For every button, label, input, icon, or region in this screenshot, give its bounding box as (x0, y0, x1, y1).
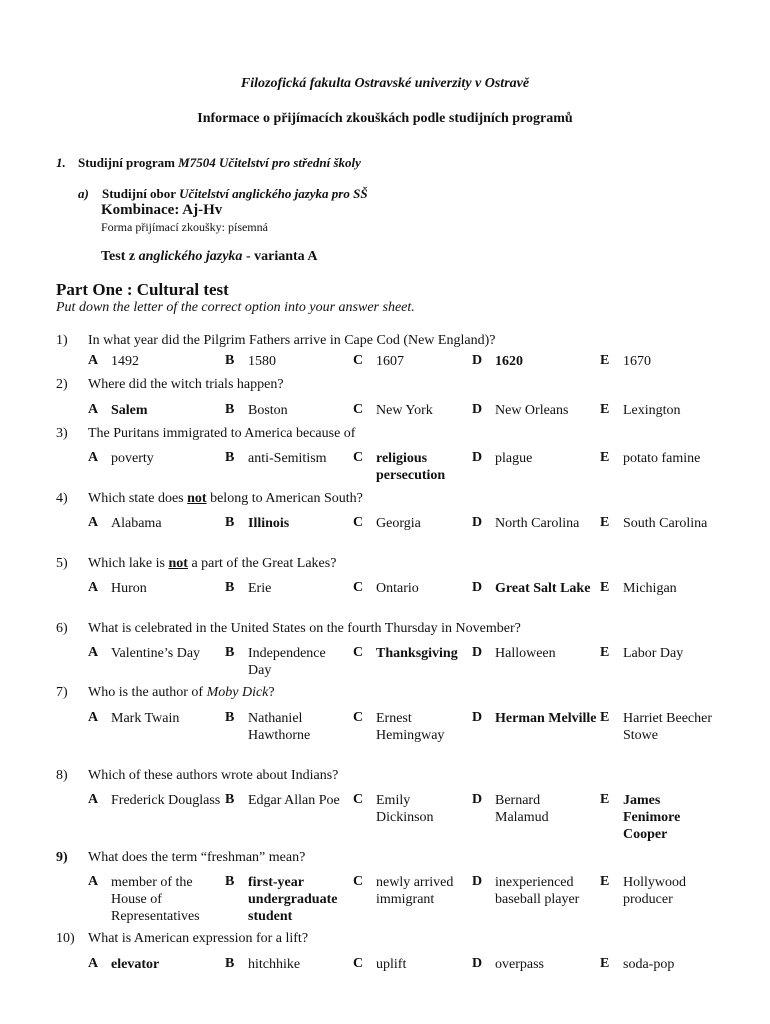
option-text: Lexington (623, 403, 681, 418)
option-letter: D (472, 515, 483, 530)
option-letter: A (88, 515, 99, 530)
option-letter: B (225, 874, 235, 889)
option-text: Salem (111, 403, 148, 418)
option-text: 1492 (111, 354, 139, 369)
question-text (88, 768, 338, 784)
option-text: religious persecution (376, 451, 446, 483)
question-number: 6) (56, 621, 68, 636)
option-text: poverty (111, 451, 154, 466)
question-text (88, 333, 495, 349)
option-text: 1580 (248, 354, 276, 369)
option-letter: B (225, 956, 235, 971)
question-text-part: a part of the Great Lakes? (187, 556, 337, 571)
option-letter: A (88, 956, 99, 971)
question-text-part: Which lake is (88, 556, 169, 571)
question-text-part: belong to American South? (206, 491, 363, 506)
option-letter: C (353, 402, 364, 417)
option-text: James Fenimore Cooper (623, 793, 681, 842)
option-text: Michigan (623, 581, 677, 596)
question-text (88, 426, 355, 442)
option-text: Boston (248, 403, 288, 418)
option-text: member of the House of Representatives (111, 875, 200, 924)
option-letter: C (353, 580, 364, 595)
option-text: uplift (376, 957, 407, 972)
option-letter: B (225, 515, 235, 530)
question-number: 5) (56, 556, 68, 571)
option-letter: E (600, 792, 610, 807)
option-letter: D (472, 956, 483, 971)
test-title (101, 249, 318, 265)
option-letter: E (600, 710, 610, 725)
option-letter: C (353, 792, 364, 807)
question-text-part: What is American expression for a lift? (88, 931, 309, 946)
question-text-part: Which state does (88, 491, 188, 506)
part-title: Part One : Cultural test (56, 280, 229, 299)
option-text: South Carolina (623, 516, 708, 531)
option-text: Thanksgiving (376, 646, 458, 661)
option-text: 1620 (495, 354, 523, 369)
faculty-title: Filozofická fakulta Ostravské univerzity v Ostravě (240, 76, 530, 91)
option-letter: A (88, 353, 99, 368)
question-number: 8) (56, 768, 68, 783)
option-letter: D (472, 710, 483, 725)
option-letter: E (600, 402, 610, 417)
option-text: Great Salt Lake (495, 581, 591, 596)
option-text: Bernard Malamud (495, 793, 549, 825)
option-letter: E (600, 515, 610, 530)
question-number: 10) (56, 931, 75, 946)
option-letter: E (600, 353, 610, 368)
field-prefix: Studijní obor (102, 186, 180, 201)
option-letter: D (472, 874, 483, 889)
option-letter: E (600, 956, 610, 971)
option-text: Erie (248, 581, 272, 596)
option-text: Frederick Douglass (111, 793, 221, 808)
option-letter: B (225, 710, 235, 725)
question-text (88, 377, 284, 393)
option-letter: E (600, 580, 610, 595)
field-name: Učitelství anglického jazyka pro SŠ (179, 186, 368, 201)
question-number: 9) (56, 850, 68, 865)
option-text: Harriet Beecher Stowe (623, 711, 712, 743)
option-letter: A (88, 645, 99, 660)
option-text: hitchhike (248, 957, 301, 972)
option-text: New York (376, 403, 433, 418)
option-text: Labor Day (623, 646, 684, 661)
question-text (88, 931, 308, 947)
option-letter: D (472, 402, 483, 417)
option-letter: A (88, 710, 99, 725)
option-text: Emily Dickinson (376, 793, 434, 825)
question-text (88, 621, 521, 637)
option-letter: C (353, 515, 364, 530)
option-text: 1607 (376, 354, 404, 369)
option-text: Illinois (248, 516, 290, 531)
question-text (88, 685, 275, 701)
question-text-part: Who is the author of (88, 685, 207, 700)
study-field (78, 186, 368, 202)
question-number: 7) (56, 685, 68, 700)
question-number: 4) (56, 491, 68, 506)
option-text: Valentine’s Day (111, 646, 201, 661)
option-letter: A (88, 792, 99, 807)
option-letter: D (472, 645, 483, 660)
test-prefix: Test z (101, 249, 139, 264)
option-letter: C (353, 874, 364, 889)
option-letter: B (225, 402, 235, 417)
question-text-part: Which of these authors wrote about Indians? (88, 768, 339, 783)
option-text: potato famine (623, 451, 701, 466)
question-emphasis: not (168, 556, 188, 571)
option-letter: C (353, 450, 364, 465)
option-text: North Carolina (495, 516, 580, 531)
question-text-part: What is celebrated in the United States on the fourth Thursday in November? (88, 621, 521, 636)
option-text: newly arrived immigrant (376, 875, 454, 907)
option-text: inexperienced baseball player (495, 875, 580, 907)
question-text (88, 556, 336, 572)
option-letter: C (353, 645, 364, 660)
question-number: 2) (56, 377, 68, 392)
option-letter: B (225, 645, 235, 660)
question-number: 3) (56, 426, 68, 441)
option-letter: A (88, 402, 99, 417)
option-text: Ontario (376, 581, 419, 596)
option-text: Mark Twain (111, 711, 180, 726)
test-subject: anglického jazyka (138, 249, 243, 264)
option-text: Hollywood producer (623, 875, 686, 907)
option-text: 1670 (623, 354, 651, 369)
option-letter: B (225, 792, 235, 807)
option-text: Halloween (495, 646, 556, 661)
program-number: 1. (56, 155, 66, 170)
option-text: first-year undergraduate student (248, 875, 338, 924)
option-text: elevator (111, 957, 160, 972)
combination: Kombinace: Aj-Hv (101, 202, 223, 218)
option-letter: A (88, 450, 99, 465)
option-text: Alabama (111, 516, 162, 531)
option-text: overpass (495, 957, 544, 972)
option-text: Ernest Hemingway (376, 711, 445, 743)
option-text: Independence Day (248, 646, 326, 678)
program-prefix: Studijní program (78, 155, 179, 170)
program-name: M7504 Učitelství pro střední školy (178, 155, 361, 170)
option-text: soda-pop (623, 957, 675, 972)
question-text (88, 491, 363, 507)
option-text: Huron (111, 581, 147, 596)
field-letter: a) (78, 186, 89, 201)
option-letter: D (472, 792, 483, 807)
option-letter: C (353, 710, 364, 725)
option-text: plague (495, 451, 533, 466)
option-text: New Orleans (495, 403, 569, 418)
option-text: anti-Semitism (248, 451, 327, 466)
question-text-part: What does the term “freshman” mean? (88, 850, 306, 865)
question-text-part: The Puritans immigrated to America because of (88, 426, 356, 441)
study-program (56, 155, 361, 171)
option-letter: D (472, 450, 483, 465)
document-title: Informace o přijímacích zkouškách podle studijních programů (197, 111, 573, 126)
option-letter: B (225, 450, 235, 465)
question-emphasis: not (187, 491, 207, 506)
part-instruction: Put down the letter of the correct option into your answer sheet. (56, 300, 415, 315)
option-letter: E (600, 645, 610, 660)
question-text-part: Where did the witch trials happen? (88, 377, 284, 392)
option-text: Georgia (376, 516, 421, 531)
test-suffix: - varianta A (242, 249, 318, 264)
option-text: Nathaniel Hawthorne (248, 711, 311, 743)
question-text (88, 850, 305, 866)
exam-form: Forma přijímací zkoušky: písemná (101, 220, 268, 234)
option-letter: C (353, 956, 364, 971)
option-letter: D (472, 353, 483, 368)
option-letter: E (600, 450, 610, 465)
question-number: 1) (56, 333, 68, 348)
option-letter: A (88, 580, 99, 595)
question-text-part: ? (268, 685, 275, 700)
option-letter: C (353, 353, 364, 368)
option-letter: B (225, 580, 235, 595)
question-text-part: In what year did the Pilgrim Fathers arrive in Cape Cod (New England)? (88, 333, 496, 348)
option-letter: E (600, 874, 610, 889)
option-letter: B (225, 353, 235, 368)
question-book-title: Moby Dick (206, 685, 269, 700)
option-letter: A (88, 874, 99, 889)
option-text: Edgar Allan Poe (248, 793, 340, 808)
option-letter: D (472, 580, 483, 595)
option-text: Herman Melville (495, 711, 597, 726)
